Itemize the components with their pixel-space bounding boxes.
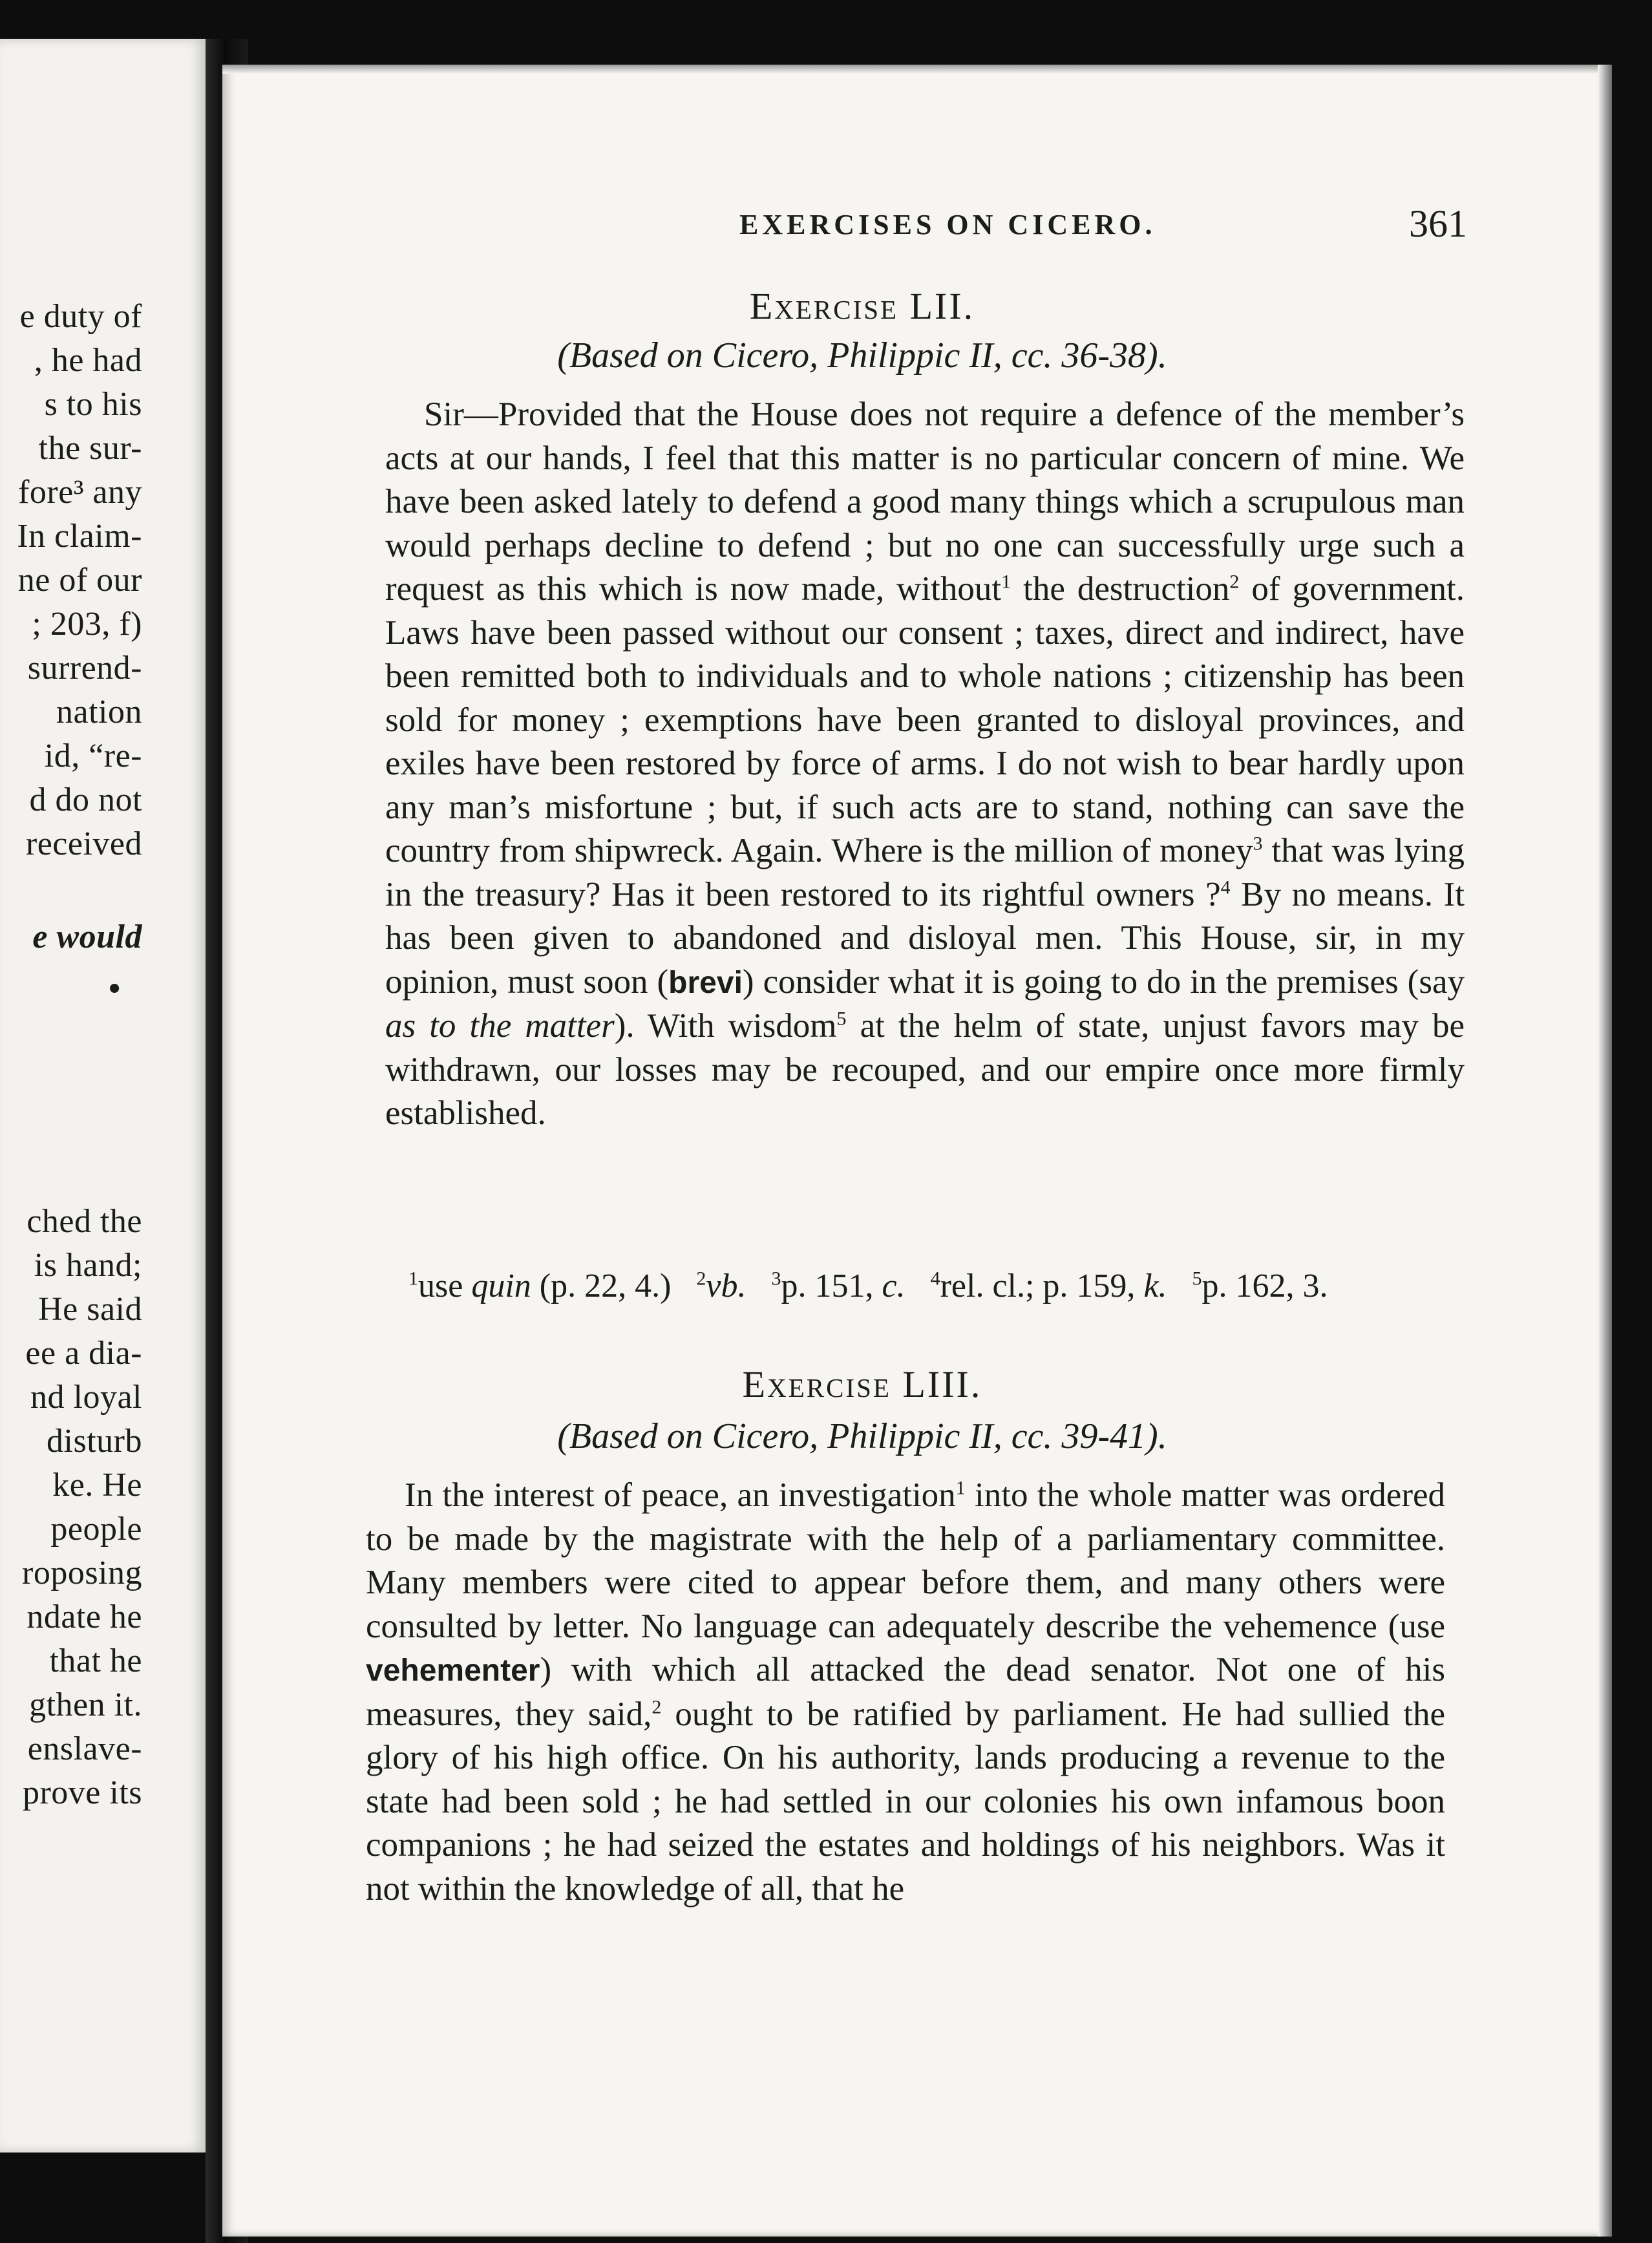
left-page-line: d do not	[29, 781, 142, 818]
left-page-line: In claim-	[17, 518, 142, 555]
exercise-53-body	[366, 1474, 1445, 1911]
right-page	[218, 65, 1612, 2237]
ex52-text-d: that was lying in the treasury? Has it been restored to its rightful owners ?	[385, 832, 1465, 913]
left-page-line: prove its	[22, 1774, 142, 1811]
left-page-line: fore³ any	[18, 474, 142, 511]
left-page-line: He said	[38, 1291, 142, 1328]
exercise-52-subtitle: (Based on Cicero, Philippic II, cc. 36-38).	[557, 335, 1167, 376]
exercise-52-body	[385, 393, 1465, 1136]
left-page-line: the sur-	[38, 430, 142, 467]
left-page-line: e would	[32, 919, 142, 955]
left-page-line: ee a dia-	[25, 1335, 142, 1372]
exercise-52-paragraph	[385, 393, 1465, 1136]
ex52-text-b: the destruction	[1011, 570, 1230, 608]
ex53-text-d: ought to be ratified by parliament. He had sullied the glory of his high office. On his authority, lands producing a revenue to the state had been sold ; he had settled in our colonies his own infamous boon companions ; he had seized the estates and holdings of his neighbors. Was it not within the knowledge of all, that he	[366, 1695, 1445, 1908]
left-page-line: surrend-	[27, 650, 142, 686]
latin-word-vehementer: vehementer	[366, 1653, 540, 1688]
footnote-ref-2: 2	[1229, 571, 1240, 593]
left-page-line: id, “re-	[44, 738, 142, 774]
left-page-line: that he	[49, 1642, 142, 1679]
left-page-line: received	[25, 825, 142, 862]
left-page-line: nation	[56, 694, 142, 730]
left-page-line: roposing	[22, 1555, 142, 1591]
ex53-footnote-ref-2: 2	[651, 1696, 662, 1717]
ex52-text-a: Sir—Provided that the House does not require a defence of the member’s acts at our hands, I feel that this matter is no particular concern of mine. We have been asked lately to defend a good many things which a scrupulous man would perhaps decline to defend ; but no one can successfully urge such a request as this which is now made, without	[385, 396, 1465, 608]
left-page-line: enslave-	[27, 1730, 142, 1767]
ex53-text-c: ) with which all attacked the dead senator. Not one of his measures, they said,	[366, 1651, 1445, 1733]
footnote-4-italic: k.	[1143, 1268, 1167, 1304]
footnote-ref-5: 5	[836, 1008, 847, 1030]
ex52-text-c: of government. Laws have been passed without our consent ; taxes, direct and indirect, have been remitted both to individuals and to whole nations ; citizenship has been sold for money ; exemptions have been granted to disloyal provinces, and exiles have been restored by force of arms. I do not wish to bear hardly upon any man’s misfortune ; but, if such acts are to stand, nothing can save the country from shipwreck. Again. Where is the million of money	[385, 570, 1465, 869]
exercise-52-footnotes	[408, 1267, 1468, 1305]
footnote-ref-4: 4	[1220, 876, 1231, 898]
footnote-1-pre: use	[418, 1268, 472, 1304]
footnote-2-mark: 2	[696, 1268, 706, 1290]
ex53-text-b: into the whole matter was ordered to be made by the magistrate with the help of a parliamentary committee. Many members were cited to appear before them, and many others were consulted by letter. No language can adequately describe the vehemence (use	[366, 1476, 1445, 1645]
left-page-line: ndate he	[26, 1599, 142, 1635]
footnote-ref-3: 3	[1253, 833, 1263, 855]
left-page-line: ne of our	[17, 562, 142, 599]
footnote-4-mark: 4	[930, 1268, 940, 1290]
left-page-line: is hand;	[34, 1247, 142, 1284]
latin-word-brevi: brevi	[668, 965, 743, 1000]
ex52-text-e: By no means. It has been given to abandoned and disloyal men. This House, sir, in my opinion, must soon (	[385, 875, 1465, 1001]
left-page-line: ched the	[26, 1203, 142, 1240]
footnote-3-mark: 3	[771, 1268, 781, 1290]
footnote-1-mark: 1	[408, 1268, 418, 1290]
left-page-line: s to his	[44, 386, 142, 423]
footnote-5-mark: 5	[1192, 1268, 1202, 1290]
left-page-line: gthen it.	[29, 1686, 142, 1723]
ex52-text-h: at the helm of state, unjust favors may be withdrawn, our losses may be recouped, and our empire once more firmly established.	[385, 1007, 1465, 1132]
footnote-4-pre: rel. cl.; p. 159,	[940, 1268, 1144, 1304]
left-page-line: ; 203, f)	[32, 606, 142, 643]
ex53-footnote-ref-1: 1	[955, 1477, 966, 1499]
left-page-line: nd loyal	[30, 1379, 142, 1416]
ex53-text-a: In the interest of peace, an investigation	[405, 1476, 956, 1514]
left-page-line: disturb	[47, 1423, 142, 1460]
ex52-text-f: ) consider what it is going to do in the premises (say	[742, 962, 1465, 1001]
footnote-1-post: (p. 22, 4.)	[531, 1268, 672, 1304]
exercise-52-title: Exercise LII.	[749, 285, 975, 327]
running-head: EXERCISES ON CICERO.	[739, 209, 1156, 240]
exercise-53-subtitle: (Based on Cicero, Philippic II, cc. 39-41).	[557, 1416, 1167, 1456]
footnote-3-italic: c.	[882, 1268, 905, 1304]
footnote-1-italic: quin	[471, 1268, 531, 1304]
footnote-ref-1: 1	[1001, 571, 1011, 593]
page-number: 361	[1409, 202, 1467, 245]
left-page-dot: •	[109, 970, 121, 1007]
left-page-fragment	[0, 39, 206, 2153]
left-page-line: ke. He	[52, 1467, 142, 1504]
left-page-line: people	[50, 1511, 142, 1547]
ex52-text-g: ). With wisdom	[614, 1007, 837, 1045]
footnote-5-text: p. 162, 3.	[1202, 1268, 1328, 1304]
footnote-2-text: vb.	[706, 1268, 747, 1304]
left-page-line: , he had	[34, 342, 142, 379]
exercise-53-title: Exercise LIII.	[742, 1363, 982, 1405]
footnote-3-pre: p. 151,	[781, 1268, 882, 1304]
left-page-line: e duty of	[19, 298, 142, 335]
ex52-italic-phrase: as to the matter	[385, 1007, 615, 1045]
exercise-53-paragraph	[366, 1474, 1445, 1911]
